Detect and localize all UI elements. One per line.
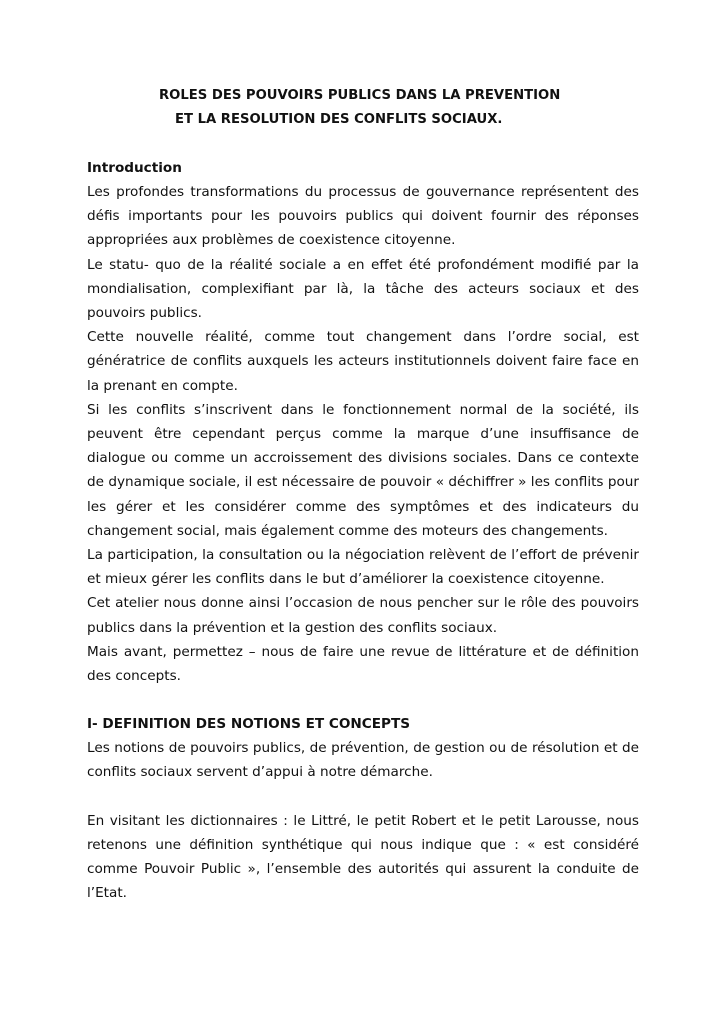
introduction-paragraph: Cet atelier nous donne ainsi l’occasion de nous pencher sur le rôle des pouvoirs publics dans la prévention et la gestion des conflits sociaux. <box>87 595 639 636</box>
section-1-paragraph: En visitant les dictionnaires : le Littré, le petit Robert et le petit Larousse, nous retenons une définition synthétique qui nous indique que : « est considéré comme Pouvoir Public », l’ensemble des autorités qui assurent la conduite de l’Etat. <box>87 812 639 902</box>
introduction-paragraph: Cette nouvelle réalité, comme tout changement dans l’ordre social, est génératrice de conflits auxquels les acteurs institutionnels doivent faire face en la prenant en compte. <box>87 329 639 394</box>
introduction-heading: Introduction <box>87 160 182 176</box>
introduction-paragraph: Mais avant, permettez – nous de faire une revue de littérature et de définition des concepts. <box>87 643 639 685</box>
document-page <box>87 84 639 905</box>
document-title-line-2: ET LA RESOLUTION DES CONFLITS SOCIAUX. <box>175 112 503 127</box>
introduction-paragraph: La participation, la consultation ou la négociation relèvent de l’effort de prévenir et mieux gérer les conflits dans le but d’améliorer la coexistence citoyenne. <box>87 547 639 588</box>
introduction-paragraph: Si les conflits s’inscrivent dans le fonctionnement normal de la société, ils peuvent être cependant perçus comme la marque d’une insuffisance de dialogue ou comme un accroissement des divisions sociales. Dans ce contexte de dynamique sociale, il est nécessaire de pouvoir « déchiffrer » les conflits pour les gérer et les considérer comme des symptômes et des indicateurs du changement social, mais également comme des moteurs des changements. <box>87 401 639 539</box>
section-1-heading: I- DEFINITION DES NOTIONS ET CONCEPTS <box>87 716 411 733</box>
section-1-paragraph: Les notions de pouvoirs publics, de prévention, de gestion ou de résolution et de conflits sociaux servent d’appui à notre démarche. <box>87 740 639 781</box>
introduction-paragraph: Le statu- quo de la réalité sociale a en effet été profondément modifié par la mondialisation, complexifiant par là, la tâche des acteurs sociaux et des pouvoirs publics. <box>87 256 639 322</box>
introduction-paragraph: Les profondes transformations du processus de gouvernance représentent des défis importants pour les pouvoirs publics qui doivent fournir des réponses appropriées aux problèmes de coexistence citoyenne. <box>87 184 639 249</box>
document-title-line-1: ROLES DES POUVOIRS PUBLICS DANS LA PREVENTION <box>159 88 561 103</box>
